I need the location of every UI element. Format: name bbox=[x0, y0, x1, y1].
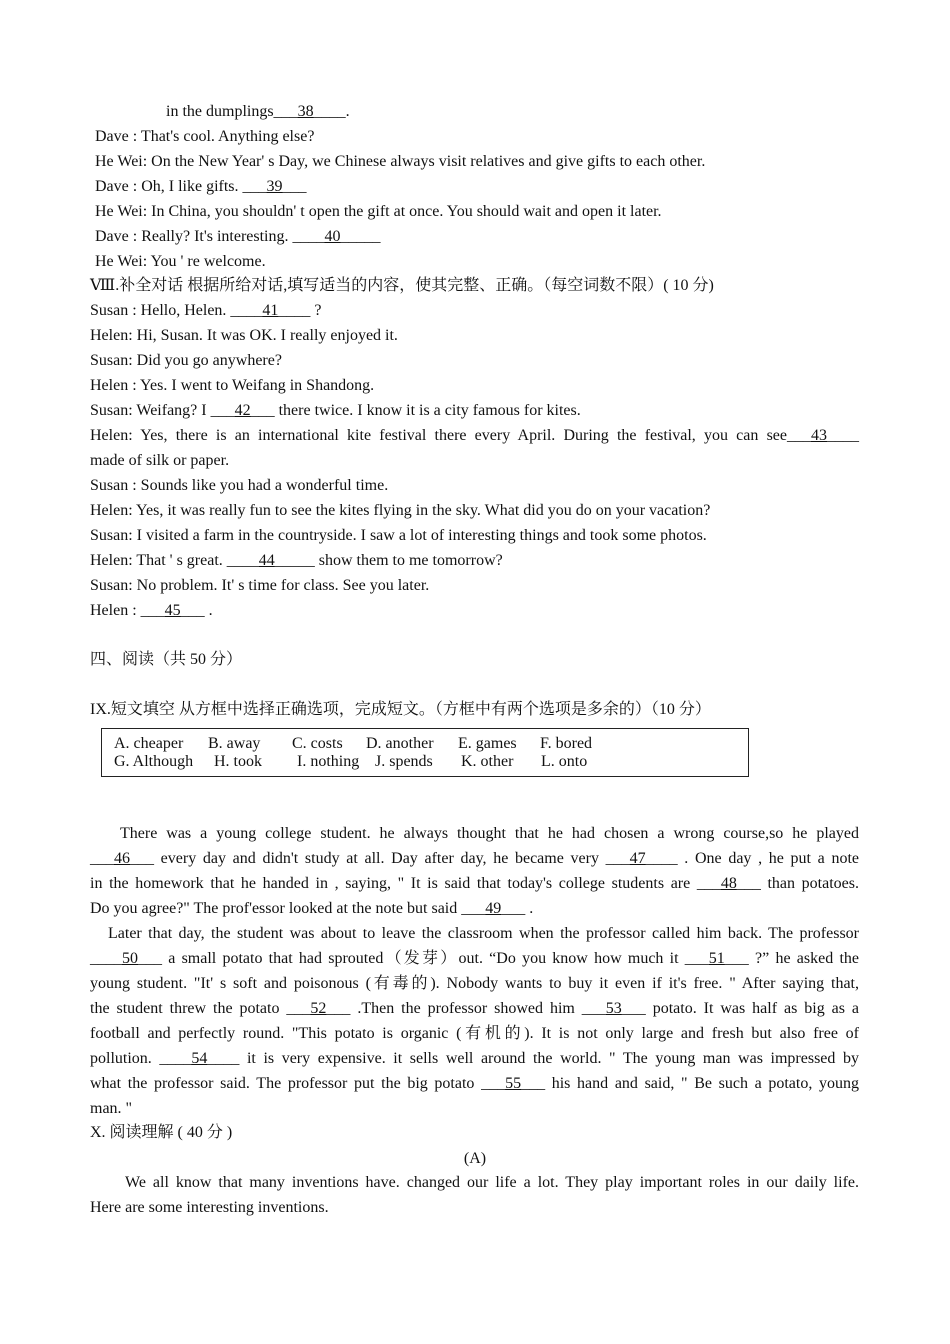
dialogue-line: made of silk or paper. bbox=[90, 452, 230, 469]
passage-line: Later that day, the student was about to leave the classroom when the professor called him back. The professor bbox=[108, 925, 859, 942]
option: L. onto bbox=[541, 753, 588, 770]
passage-line: Here are some interesting inventions. bbox=[90, 1199, 329, 1216]
option: E. games bbox=[458, 735, 517, 752]
passage-line: pollution. ____54____ it is very expensive. it sells well around the world. " The young man was impressed by bbox=[90, 1050, 860, 1067]
dialogue-line: Susan: Weifang? I ___42___ there twice. I know it is a city famous for kites. bbox=[90, 402, 581, 419]
option: G. Although bbox=[114, 753, 194, 770]
option: D. another bbox=[366, 735, 434, 752]
dialogue-line: Susan: No problem. It' s time for class. See you later. bbox=[90, 577, 430, 594]
option: J. spends bbox=[375, 753, 433, 770]
dialogue-line: Helen: Yes, there is an international kite festival there every April. During the festival, you can see___43____ bbox=[90, 427, 859, 444]
dialogue-line: Dave : Oh, I like gifts. ___39___ bbox=[95, 178, 307, 195]
passage-line: There was a young college student. he always thought that he had chosen a wrong course,so he played bbox=[120, 825, 859, 842]
passage-line: what the professor said. The professor put the big potato ___55___ his hand and said, " Be such a potato, young bbox=[90, 1075, 860, 1092]
passage-line: We all know that many inventions have. changed our life a lot. They play important roles in our daily life. bbox=[125, 1174, 859, 1191]
option: F. bored bbox=[540, 735, 593, 752]
option: C. costs bbox=[292, 735, 343, 752]
dialogue-line: He Wei: In China, you shouldn' t open the gift at once. You should wait and open it later. bbox=[95, 203, 662, 220]
option: B. away bbox=[208, 735, 261, 752]
dialogue-line: Helen : ___45___ . bbox=[90, 602, 213, 619]
passage-line: young student. "It' s soft and poisonous (有毒的). Nobody wants to buy it even if it's free. " After saying that, bbox=[90, 975, 859, 992]
options-box bbox=[101, 728, 749, 777]
passage-label: (A) bbox=[463, 1150, 487, 1167]
passage-line: Do you agree?" The prof'essor looked at the note but said ___49___ . bbox=[90, 900, 534, 917]
passage-line: in the homework that he handed in , saying, " It is said that today's college students are ___48___ than potatoes. bbox=[90, 875, 859, 892]
passage-line: ____50___ a small potato that had sprouted（发芽）out. “Do you know how much it ___51___ ?” he asked the bbox=[90, 950, 860, 967]
dialogue-line: Susan : Sounds like you had a wonderful time. bbox=[90, 477, 389, 494]
dialogue-line: Susan: Did you go anywhere? bbox=[90, 352, 282, 369]
option: H. took bbox=[214, 753, 262, 770]
section-heading: X. 阅读理解 ( 40 分 ) bbox=[90, 1124, 233, 1141]
passage-line: ___46___ every day and didn't study at all. Day after day, he became very ___47____ . One day , he put a note bbox=[90, 850, 860, 867]
dialogue-line: Susan: I visited a farm in the countryside. I saw a lot of interesting things and took some photos. bbox=[90, 527, 707, 544]
dialogue-line: in the dumplings___38____. bbox=[166, 103, 350, 120]
section-heading: IX.短文填空 从方框中选择正确选项，完成短文。（方框中有两个选项是多余的）（10 分） bbox=[90, 701, 711, 718]
part-heading: 四、阅读（共 50 分） bbox=[90, 651, 243, 668]
dialogue-line: Helen : Yes. I went to Weifang in Shandong. bbox=[90, 377, 375, 394]
dialogue-line: Helen: Yes, it was really fun to see the kites flying in the sky. What did you do on your vacation? bbox=[90, 502, 711, 519]
passage-line: football and perfectly round. "This potato is organic (有机的). It is not only large and fresh but also free of bbox=[90, 1025, 859, 1042]
dialogue-line: Dave : That's cool. Anything else? bbox=[95, 128, 315, 145]
dialogue-line: Helen: That ' s great. ____44_____ show them to me tomorrow? bbox=[90, 552, 503, 569]
dialogue-line: Dave : Really? It's interesting. ____40_____ bbox=[95, 228, 381, 245]
option: A. cheaper bbox=[114, 735, 184, 752]
dialogue-line: He Wei: On the New Year' s Day, we Chinese always visit relatives and give gifts to each other. bbox=[95, 153, 706, 170]
option: K. other bbox=[461, 753, 514, 770]
passage-line: man. " bbox=[90, 1100, 133, 1117]
dialogue-line: He Wei: You ' re welcome. bbox=[95, 253, 266, 270]
passage-line: the student threw the potato ___52___ .Then the professor showed him ___53___ potato. It was half as big as a bbox=[90, 1000, 860, 1017]
dialogue-line: Susan : Hello, Helen. ____41____ ? bbox=[90, 302, 322, 319]
option: I. nothing bbox=[297, 753, 360, 770]
dialogue-line: Helen: Hi, Susan. It was OK. I really enjoyed it. bbox=[90, 327, 398, 344]
section-heading: Ⅷ.补全对话 根据所给对话,填写适当的内容，使其完整、正确。（每空词数不限）( 10 分) bbox=[90, 277, 714, 294]
